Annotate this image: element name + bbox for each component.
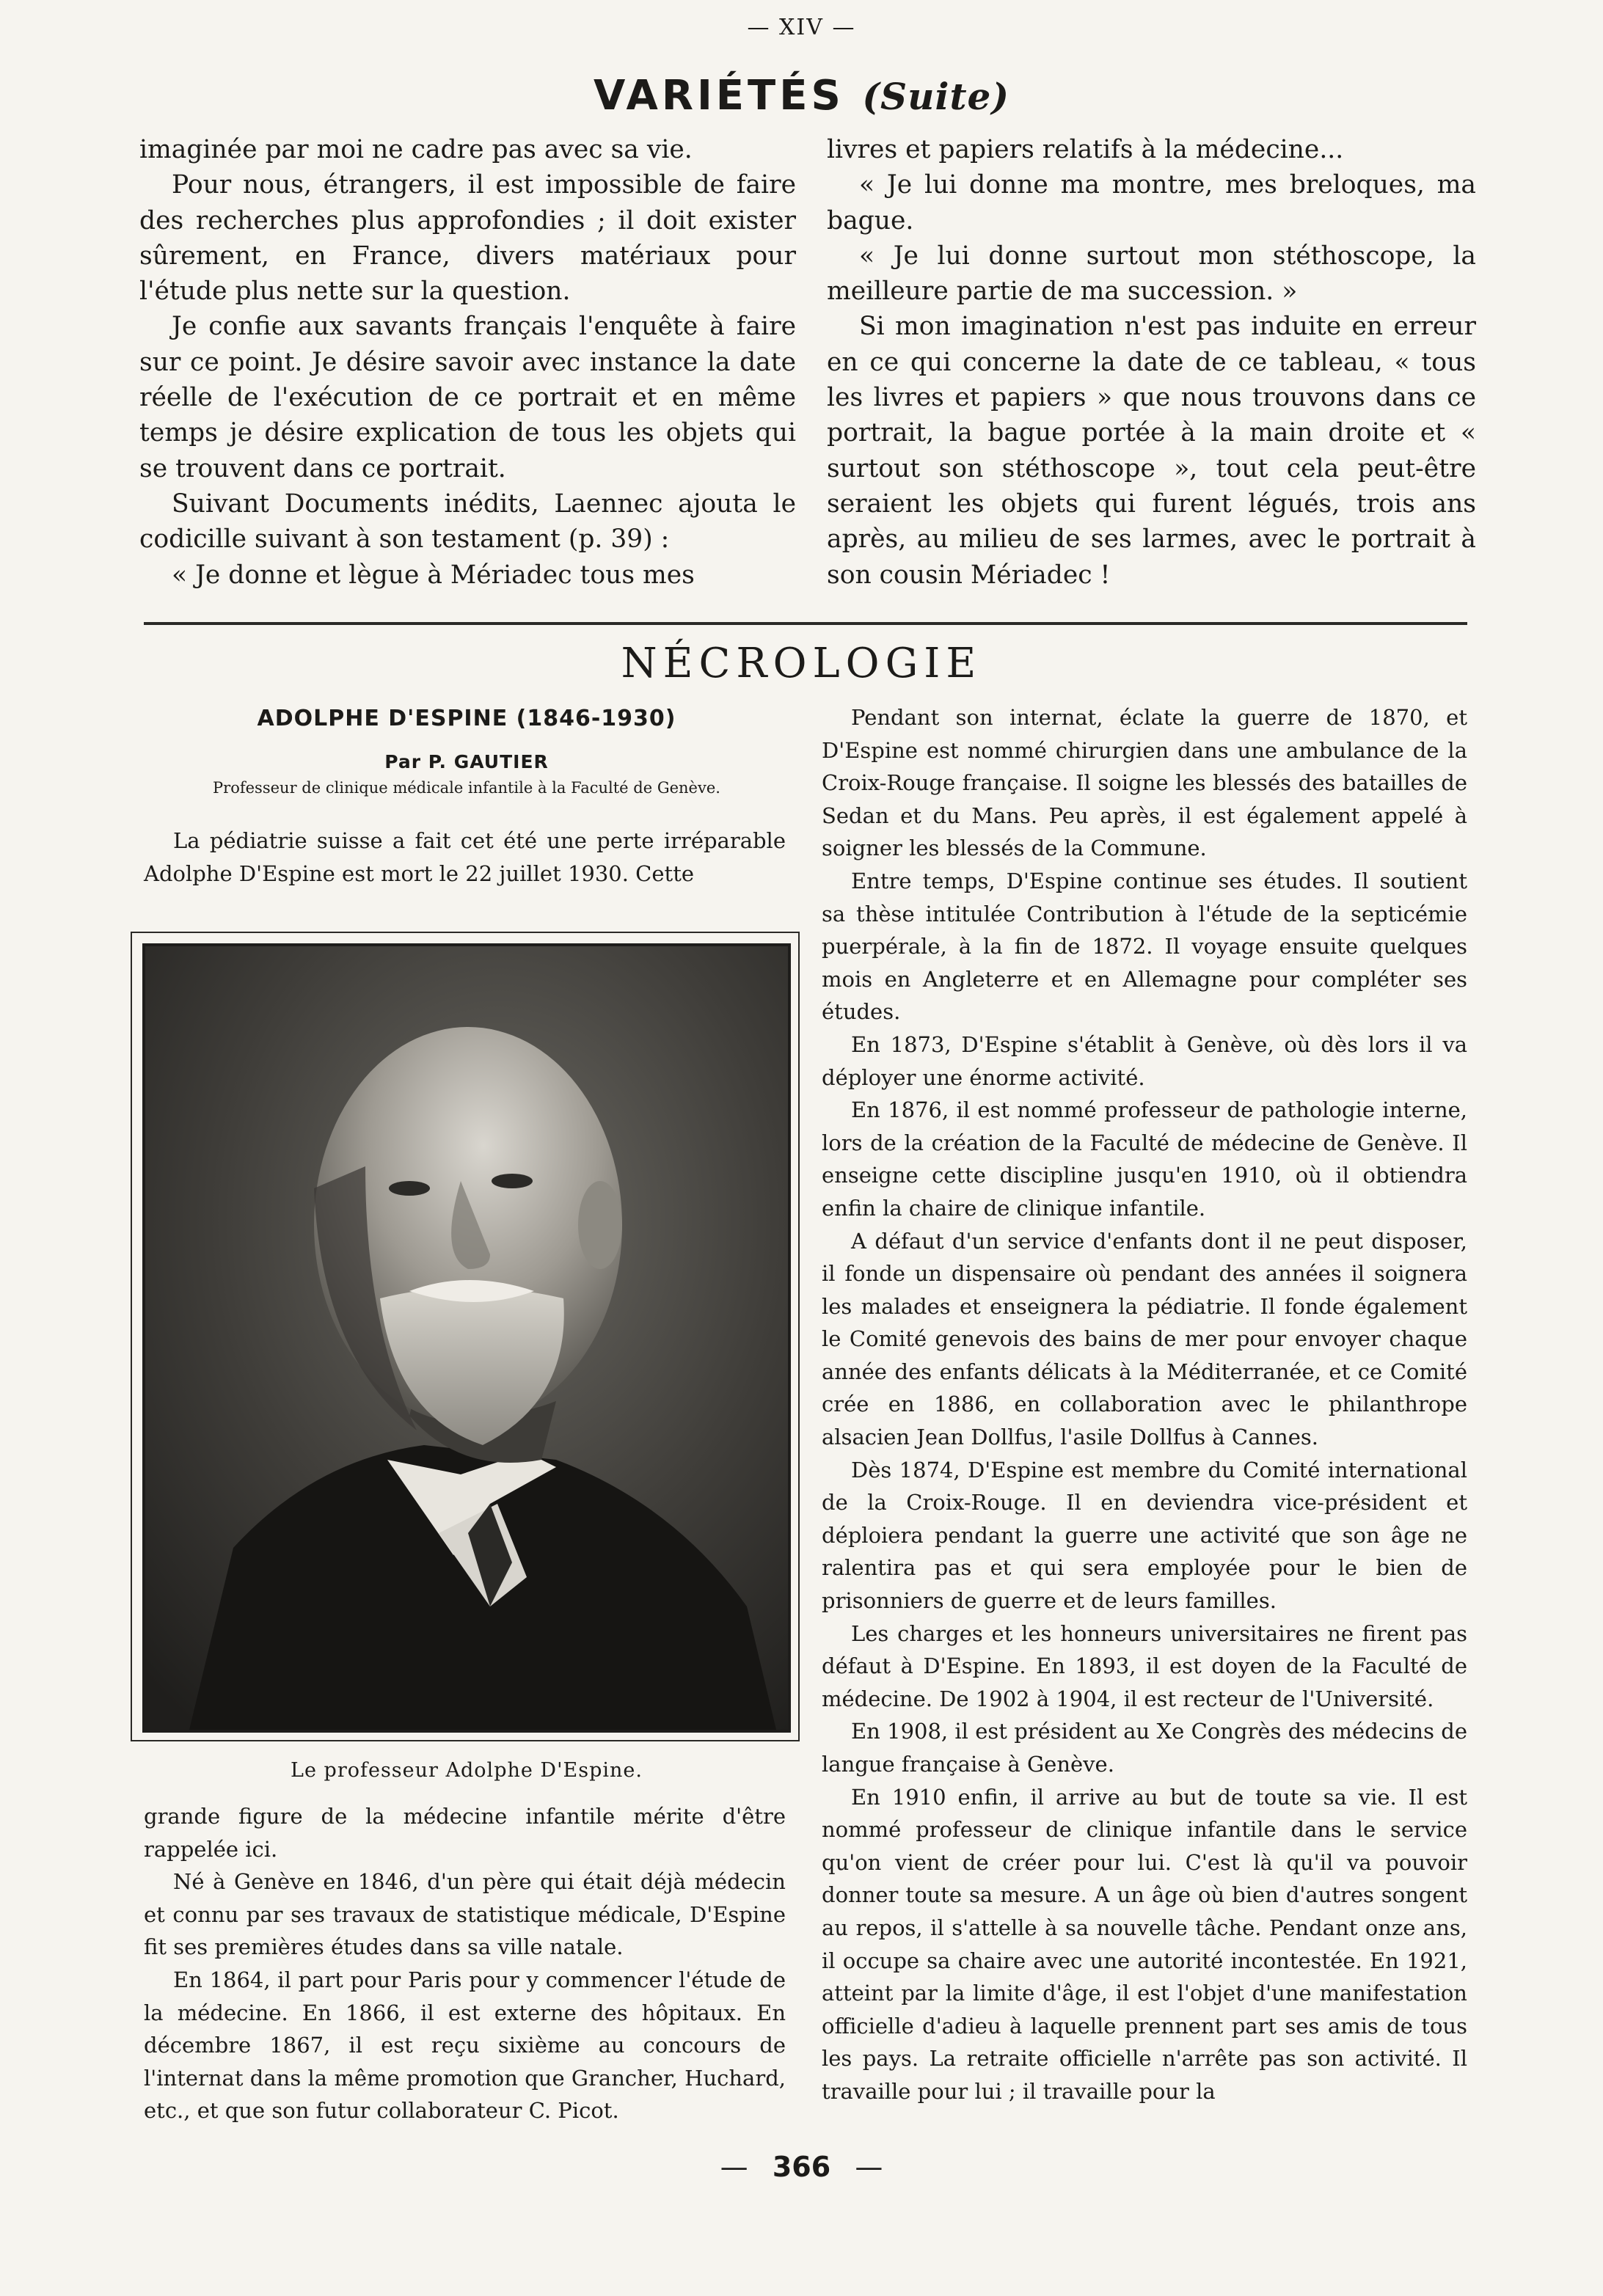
paragraph: Né à Genève en 1846, d'un père qui était déjà médecin et connu par ses travaux de statistique médicale, D'Espine fit ses premières études dans sa ville natale.	[144, 1869, 786, 1960]
paragraph: En 1910 enfin, il arrive au but de toute sa vie. Il est nommé professeur de clinique infantile dans le service qu'on vient de créer pour lui. C'est là qu'il va pouvoir donner toute sa mesure. A un âge où bien d'autres songent au repos, il s'attelle à sa nouvelle tâche. Pendant onze ans, il occupe sa chaire avec une autorité incontestée. En 1921, atteint par la limite d'âge, il est l'objet d'une manifestation officielle d'adieu à laquelle prennent part ses amis de tous les pays. La retraite officielle n'arrête pas son activité. Il travaille pour lui ; il travaille pour la	[822, 1784, 1467, 2104]
article-title: ADOLPHE D'ESPINE (1846-1930)	[257, 706, 676, 731]
article-byline: Par P. GAUTIER	[384, 751, 549, 772]
paragraph: Si mon imagination n'est pas induite en erreur en ce qui concerne la date de ce tableau, « tous les livres et papiers » que nous trouvons dans ce portrait, la bague portée à la main droite et « surtout son stéthoscope », tout cela peut-être seraient les objets qui furent légués, trois ans après, au milieu de ses larmes, avec le portrait à son cousin Mériadec !	[827, 312, 1476, 590]
portrait-photo	[142, 943, 791, 1733]
page-number-footer	[0, 2151, 1603, 2183]
paragraph: A défaut d'un service d'enfants dont il ne peut disposer, il fonde un dispensaire où pendant des années il soignera les malades et enseignera la pédiatrie. Il fonde également le Comité genevois des bains de mer pour envoyer chaque année des enfants délicats à la Méditerranée, et ce Comité crée en 1886, en collaboration avec le philanthrope alsacien Jean Dollfus, l'asile Dollfus à Cannes.	[822, 1228, 1467, 1450]
page-number-dash: —	[720, 2151, 748, 2183]
paragraph: En 1873, D'Espine s'établit à Genève, où dès lors il va déployer une énorme activité.	[822, 1031, 1467, 1090]
section-title-suffix: (Suite)	[862, 75, 1010, 118]
paragraph: En 1876, il est nommé professeur de pathologie interne, lors de la création de la Faculté de médecine de Genève. Il enseigne cette discipline jusqu'en 1910, où il obtiendra enfin la chaire de clinique infantile.	[822, 1097, 1467, 1221]
paragraph: grande figure de la médecine infantile mérite d'être rappelée ici.	[144, 1804, 786, 1862]
paragraph: « Je donne et lègue à Mériadec tous mes	[172, 560, 695, 590]
page-header-mark: — XIV —	[747, 15, 856, 40]
paragraph: En 1908, il est président au Xe Congrès des médecins de langue française à Genève.	[822, 1719, 1467, 1777]
paragraph: imaginée par moi ne cadre pas avec sa vie.	[139, 135, 693, 164]
paragraph: Les charges et les honneurs universitaires ne firent pas défaut à D'Espine. En 1893, il est doyen de la Faculté de médecine. De 1902 à 1904, il est recteur de l'Université.	[822, 1620, 1467, 1711]
paragraph: « Je lui donne ma montre, mes breloques, ma bague.	[827, 170, 1476, 235]
necrologie-heading: NÉCROLOGIE	[621, 640, 982, 687]
section-title-text: VARIÉTÉS	[593, 72, 844, 120]
portrait-illustration	[145, 946, 788, 1730]
necrologie-right-column	[822, 701, 1467, 2108]
varietes-right-column	[827, 132, 1476, 593]
paragraph: livres et papiers relatifs à la médecine...	[827, 135, 1344, 164]
paragraph: Je confie aux savants français l'enquête à faire sur ce point. Je désire savoir avec instance la date réelle de l'exécution de ce portrait et en même temps je désire explication de tous les objets qui se trouvent dans ce portrait.	[139, 312, 796, 483]
photo-caption: Le professeur Adolphe D'Espine.	[291, 1759, 643, 1782]
portrait-photo-frame	[131, 932, 800, 1741]
page-number: 366	[772, 2151, 831, 2183]
article-intro	[144, 825, 786, 890]
paragraph: « Je lui donne surtout mon stéthoscope, la meilleure partie de ma succession. »	[827, 241, 1476, 307]
paragraph: En 1864, il part pour Paris pour y commencer l'étude de la médecine. En 1866, il est externe des hôpitaux. En décembre 1867, il est reçu sixième au concours de l'internat dans la même promotion que Grancher, Huchard, etc., et que son futur collaborateur C. Picot.	[144, 1967, 786, 2124]
paragraph: Pour nous, étrangers, il est impossible de faire des recherches plus approfondies ; il doit exister sûrement, en France, divers matériaux pour l'étude plus nette sur la question.	[139, 170, 796, 307]
paragraph: Dès 1874, D'Espine est membre du Comité international de la Croix-Rouge. Il en deviendra vice-président et déploiera pendant la guerre une activité que son âge ne ralentira pas et qui sera employée pour le bien de prisonniers de guerre et de leurs familles.	[822, 1457, 1467, 1614]
necrologie-left-column	[144, 1800, 786, 2127]
varietes-left-column	[139, 132, 796, 593]
paragraph: La pédiatrie suisse a fait cet été une perte irréparable Adolphe D'Espine est mort le 22 juillet 1930. Cette	[144, 828, 786, 886]
section-title	[0, 72, 1603, 120]
paragraph: Pendant son internat, éclate la guerre de 1870, et D'Espine est nommé chirurgien dans une ambulance de la Croix-Rouge française. Il soigne les blessés des batailles de Sedan et du Mans. Peu après, il est également appelé à soigner les blessés de la Commune.	[822, 705, 1467, 861]
paragraph: Entre temps, D'Espine continue ses études. Il soutient sa thèse intitulée Contribution à l'étude de la septicémie puerpérale, à la fin de 1872. Il voyage ensuite quelques mois en Angleterre et en Allemagne pour compléter ses études.	[822, 868, 1467, 1025]
author-affiliation: Professeur de clinique médicale infantile à la Faculté de Genève.	[213, 779, 720, 797]
paragraph: Suivant Documents inédits, Laennec ajouta le codicille suivant à son testament (p. 39) :	[139, 489, 796, 555]
page-number-dash: —	[855, 2151, 883, 2183]
section-divider	[144, 622, 1467, 625]
